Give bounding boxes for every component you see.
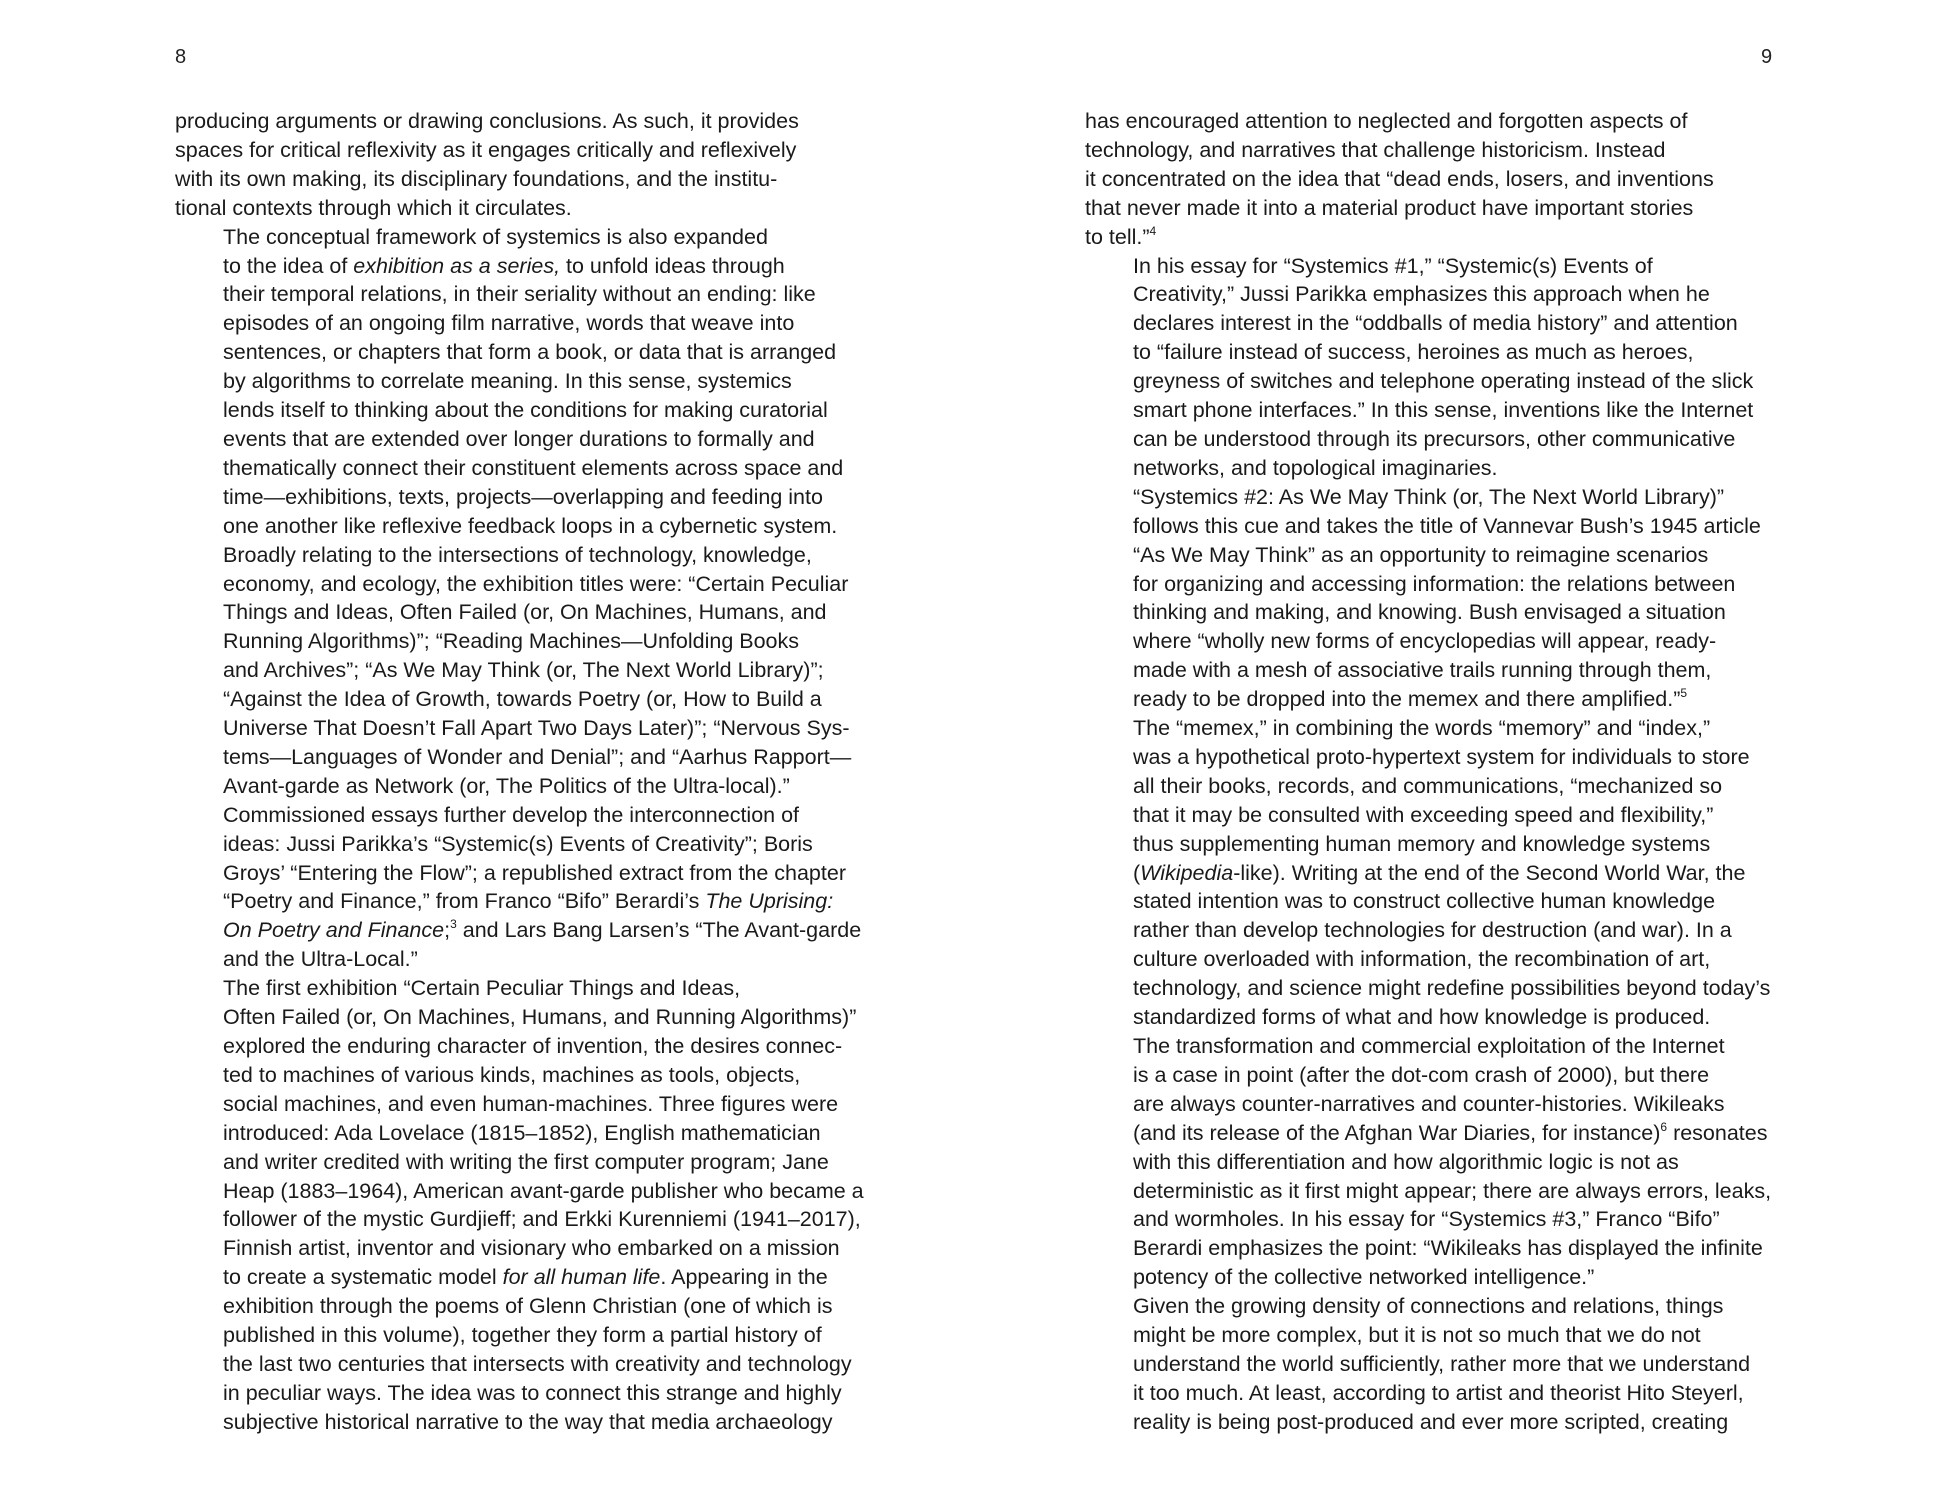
text-line: can be understood through its precursors, other communicative [1133,426,1736,451]
text-line [1085,859,1805,888]
footnote-marker: 4 [1149,223,1157,238]
text-line: smart phone interfaces.” In this sense, inventions like the Internet [1133,398,1754,423]
paragraph [175,974,907,1437]
text-line: Creativity,” Jussi Parikka emphasizes this approach when he [1133,282,1710,307]
text-line: their temporal relations, in their seriality without an ending: like [223,282,816,307]
text-line: reality is being post-produced and ever more scripted, creating [1133,1409,1729,1434]
text-line: time—exhibitions, texts, projects—overlapping and feeding into [223,484,823,509]
text-line: the last two centuries that intersects with creativity and technology [223,1351,852,1376]
text-line [175,916,907,945]
text-run: resonates [1667,1120,1768,1145]
footnote-marker: 5 [1680,686,1688,701]
text-line: made with a mesh of associative trails running through them, [1133,658,1712,683]
text-line: it too much. At least, according to artist and theorist Hito Steyerl, [1133,1380,1744,1405]
text-line: lends itself to thinking about the conditions for making curatorial [223,398,828,423]
footnote-marker: 3 [450,917,457,932]
text-line: culture overloaded with information, the recombination of art, [1133,947,1711,972]
text-line: understand the world sufficiently, rather more that we understand [1133,1351,1751,1376]
italic-run: exhibition as a series, [353,253,561,278]
paragraph [175,107,907,223]
text-line: one another like reflexive feedback loops in a cybernetic system. [223,513,838,538]
italic-run: The Uprising: [705,889,834,914]
text-line: Groys’ “Entering the Flow”; a republished extract from the chapter [223,860,846,885]
text-run: and Lars Bang Larsen’s “The Avant-garde [456,918,862,943]
text-line: networks, and topological imaginaries. [1133,455,1498,480]
page-number-right: 9 [1761,46,1773,68]
text-line: is a case in point (after the dot-com crash of 2000), but there [1133,1062,1710,1087]
text-line: and the Ultra-Local.” [223,947,418,972]
text-line: follower of the mystic Gurdjieff; and Erkki Kurenniemi (1941–2017), [223,1207,861,1232]
text-line: might be more complex, but it is not so much that we do not [1133,1323,1701,1348]
text-line: was a hypothetical proto-hypertext system for individuals to store [1133,744,1750,769]
text-line [175,1263,907,1292]
text-line: Running Algorithms)”; “Reading Machines—Unfolding Books [223,629,800,654]
italic-run: Wikipedia [1140,860,1234,885]
text-line: Commissioned essays further develop the interconnection of [223,802,800,827]
text-line [175,887,907,916]
text-line: thematically connect their constituent elements across space and [223,455,844,480]
right-page-text [1085,107,1805,1437]
text-line: events that are extended over longer durations to formally and [223,426,815,451]
paragraph [175,223,907,541]
text-line: and writer credited with writing the first computer program; Jane [223,1149,829,1174]
text-run: ready to be dropped into the memex and there amplified.” [1133,687,1681,712]
text-line: The first exhibition “Certain Peculiar Things and Ideas, [223,976,741,1001]
text-line: social machines, and even human-machines. Three figures were [223,1091,839,1116]
text-line: ted to machines of various kinds, machines as tools, objects, [223,1062,801,1087]
text-line: published in this volume), together they form a partial history of [223,1323,822,1348]
paragraph [1085,252,1805,483]
text-line: technology, and science might redefine possibilities beyond today’s [1133,976,1771,1001]
text-line: with this differentiation and how algorithmic logic is not as [1133,1149,1679,1174]
text-line [1085,1119,1805,1148]
text-line: Heap (1883–1964), American avant-garde publisher who became a [223,1178,864,1203]
paragraph [1085,1292,1805,1437]
text-line: Broadly relating to the intersections of technology, knowledge, [223,542,812,567]
text-line: producing arguments or drawing conclusions. As such, it provides [175,109,799,133]
page-number-left: 8 [175,46,187,68]
text-run: to create a systematic model [223,1265,503,1290]
text-line [175,252,907,281]
text-line: The conceptual framework of systemics is also expanded [223,224,768,249]
text-line: ideas: Jussi Parikka’s “Systemic(s) Events of Creativity”; Boris [223,831,813,856]
text-line: and wormholes. In his essay for “Systemics #3,” Franco “Bifo” [1133,1207,1720,1232]
text-line: exhibition through the poems of Glenn Christian (one of which is [223,1294,833,1319]
text-line: stated intention was to construct collective human knowledge [1133,889,1716,914]
text-line: potency of the collective networked intelligence.” [1133,1265,1595,1290]
text-line: has encouraged attention to neglected and forgotten aspects of [1085,109,1688,133]
left-page-text [175,107,907,1437]
text-line: standardized forms of what and how knowledge is produced. [1133,1005,1711,1030]
text-run: . Appearing in the [660,1265,828,1290]
text-line: with its own making, its disciplinary foundations, and the institu- [175,166,778,191]
text-line: introduced: Ada Lovelace (1815–1852), English mathematician [223,1120,821,1145]
text-line: In his essay for “Systemics #1,” “Systemic(s) Events of [1133,253,1653,278]
text-line: follows this cue and takes the title of Vannevar Bush’s 1945 article [1133,513,1761,538]
text-line: to “failure instead of success, heroines as much as heroes, [1133,340,1694,365]
text-line: spaces for critical reflexivity as it engages critically and reflexively [175,137,797,162]
text-line: thus supplementing human memory and knowledge systems [1133,831,1711,856]
text-line: Often Failed (or, On Machines, Humans, and Running Algorithms)” [223,1005,857,1030]
text-line [1085,685,1805,714]
paragraph [1085,107,1805,252]
text-run: to unfold ideas through [560,253,785,278]
text-line: Finnish artist, inventor and visionary who embarked on a mission [223,1236,840,1261]
text-line: by algorithms to correlate meaning. In this sense, systemics [223,369,792,394]
text-line [1085,223,1805,252]
text-line: “Against the Idea of Growth, towards Poetry (or, How to Build a [223,687,822,712]
italic-run: On Poetry and Finance [223,918,445,943]
text-line: are always counter-narratives and counter-histories. Wikileaks [1133,1091,1725,1116]
text-line: “Systemics #2: As We May Think (or, The Next World Library)” [1133,484,1725,509]
text-line: that it may be consulted with exceeding speed and flexibility,” [1133,802,1714,827]
text-run: (and its release of the Afghan War Diaries, for instance) [1133,1120,1661,1145]
text-run: ( [1133,860,1141,885]
text-line: explored the enduring character of invention, the desires connec- [223,1034,843,1058]
text-line: it concentrated on the idea that “dead ends, losers, and inventions [1085,166,1714,191]
text-run: ; [444,918,451,943]
text-line: economy, and ecology, the exhibition titles were: “Certain Peculiar [223,571,849,596]
italic-run: for all human life [502,1265,661,1290]
text-run: to tell.” [1085,224,1150,249]
text-line: The transformation and commercial exploitation of the Internet [1133,1034,1725,1058]
text-line: for organizing and accessing information: the relations between [1133,571,1736,596]
text-line: Universe That Doesn’t Fall Apart Two Days Later)”; “Nervous Sys- [223,716,850,741]
text-line: sentences, or chapters that form a book, or data that is arranged [223,340,837,365]
text-line: where “wholly new forms of encyclopedias will appear, ready- [1133,629,1717,654]
text-line: Berardi emphasizes the point: “Wikileaks has displayed the infinite [1133,1236,1763,1261]
text-line: deterministic as it first might appear; there are always errors, leaks, [1133,1178,1772,1203]
text-line: Avant-garde as Network (or, The Politics of the Ultra-local).” [223,773,790,798]
text-line: tems—Languages of Wonder and Denial”; and “Aarhus Rapport— [223,744,852,769]
text-line: Things and Ideas, Often Failed (or, On Machines, Humans, and [223,600,827,625]
text-line: technology, and narratives that challenge historicism. Instead [1085,137,1666,162]
text-line: “As We May Think” as an opportunity to reimagine scenarios [1133,542,1709,567]
text-line: episodes of an ongoing film narrative, words that weave into [223,311,795,336]
paragraph [175,541,907,975]
text-line: The “memex,” in combining the words “memory” and “index,” [1133,716,1711,741]
text-line: greyness of switches and telephone operating instead of the slick [1133,369,1754,394]
text-line: all their books, records, and communications, “mechanized so [1133,773,1723,798]
text-line: and Archives”; “As We May Think (or, The Next World Library)”; [223,658,824,683]
text-line: declares interest in the “oddballs of media history” and attention [1133,311,1738,336]
text-run: to the idea of [223,253,354,278]
text-line: thinking and making, and knowing. Bush envisaged a situation [1133,600,1726,625]
footnote-marker: 6 [1660,1119,1668,1134]
text-line: Given the growing density of connections and relations, things [1133,1294,1724,1319]
text-run: “Poetry and Finance,” from Franco “Bifo” Berardi’s [223,889,706,914]
text-run: -like). Writing at the end of the Second World War, the [1233,860,1746,885]
text-line: rather than develop technologies for destruction (and war). In a [1133,918,1732,943]
text-line: that never made it into a material product have important stories [1085,195,1694,220]
text-line: in peculiar ways. The idea was to connect this strange and highly [223,1380,842,1405]
text-line: subjective historical narrative to the way that media archaeology [223,1409,833,1434]
text-line: tional contexts through which it circulates. [175,195,572,220]
paragraph [1085,483,1805,1292]
